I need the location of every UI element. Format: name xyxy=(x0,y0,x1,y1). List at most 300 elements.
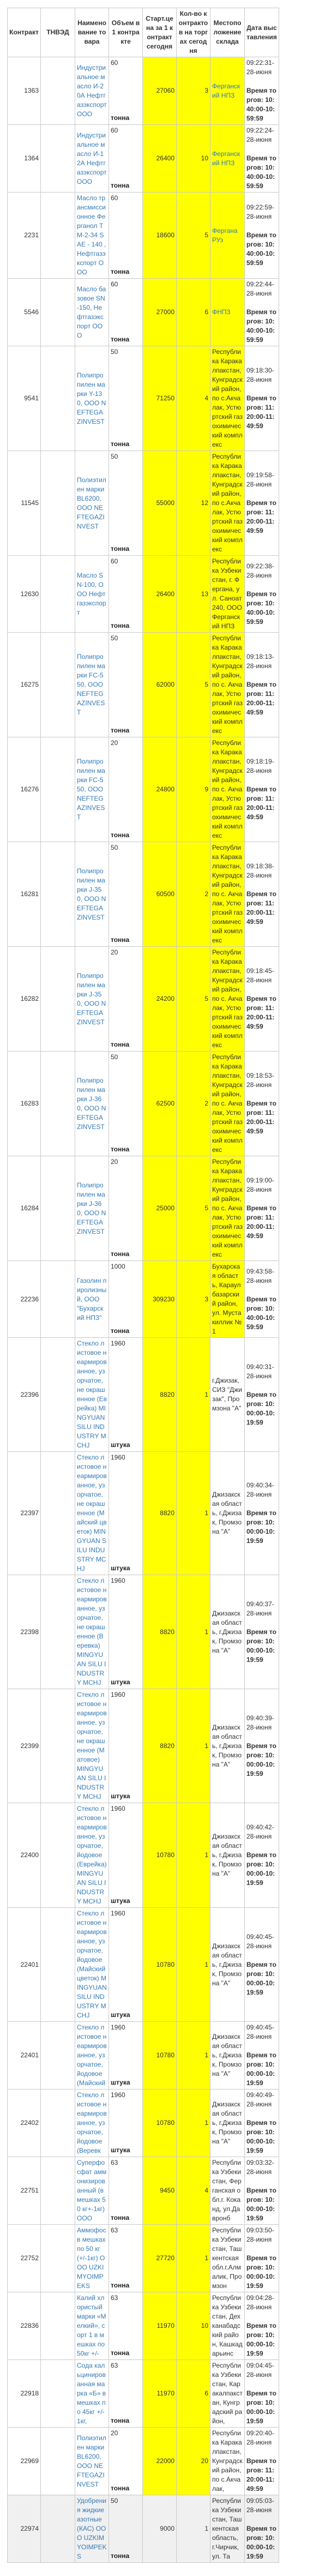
column-header: Контракт xyxy=(8,8,41,57)
product-name-cell xyxy=(75,1156,109,1261)
tnved-cell xyxy=(41,1575,75,1689)
contract-number-cell: 16276 xyxy=(8,737,41,842)
warehouse-location-cell xyxy=(210,2022,245,2089)
warehouse-location-text: Джизакская область, г.Джизак, Промзона "А" xyxy=(212,1609,242,1654)
tnved-cell xyxy=(41,346,75,451)
tnved-cell xyxy=(41,1689,75,1803)
column-header: Старт.цена за 1 контракт сегодня xyxy=(143,8,177,57)
volume-value: 1960 xyxy=(111,2023,125,2031)
tnved-cell xyxy=(41,1156,75,1261)
warehouse-location-text: Джизакская область, г.Джизак, Промзона "А" xyxy=(212,1942,242,1987)
volume-value: 50 xyxy=(111,634,118,642)
product-name-link[interactable]: Масло базовое SN-150, Нефтгазэкспорт ООО xyxy=(77,285,106,339)
contract-number-cell: 22402 xyxy=(8,2089,41,2157)
warehouse-location-cell xyxy=(210,57,245,125)
listing-date-cell xyxy=(245,1689,279,1803)
warehouse-location-cell xyxy=(210,737,245,842)
product-name-link[interactable]: Полипропилен марки Y-130, ООО NEFTEGAZINVEST xyxy=(77,371,106,425)
table-row xyxy=(8,1261,279,1338)
warehouse-location-text: Республика Узбекистан, Дехканабадский район, Кашкадарьинс xyxy=(212,2294,243,2357)
listing-date-cell xyxy=(245,842,279,947)
listing-timestamp: 09:22:38-28-июня xyxy=(246,562,274,579)
listing-timestamp: 09:19:00-28-июня xyxy=(246,1176,274,1193)
table-row xyxy=(8,1156,279,1261)
start-price-cell: 27720 xyxy=(143,2225,177,2292)
product-name-cell xyxy=(75,556,109,633)
trading-time: Время торгов: 11:20:00-11:49:59 xyxy=(246,1204,276,1240)
table-row xyxy=(8,556,279,633)
tnved-cell xyxy=(41,2157,75,2225)
contract-number-cell: 22751 xyxy=(8,2157,41,2225)
listing-date-cell xyxy=(245,1803,279,1908)
contract-number-cell: 5546 xyxy=(8,279,41,346)
column-header: Кол-во контрактов на торгах сегодня xyxy=(177,8,210,57)
listing-timestamp: 09:04:45-28-июня xyxy=(246,2362,274,2379)
listing-timestamp: 09:40:49-28-июня xyxy=(246,2091,274,2108)
tnved-cell xyxy=(41,737,75,842)
volume-unit: тонна xyxy=(111,2281,130,2289)
tnved-cell xyxy=(41,125,75,193)
contract-number-cell: 2231 xyxy=(8,193,41,279)
listing-timestamp: 09:22:31-28-июня xyxy=(246,59,274,76)
volume-value: 20 xyxy=(111,1158,118,1166)
warehouse-location-text: Республика Узбекистан, Ташкентская обл.г.Алмалик, Промзон xyxy=(212,2226,242,2290)
volume-value: 50 xyxy=(111,844,118,851)
contract-number-cell: 16283 xyxy=(8,1052,41,1156)
contracts-count-cell: 1 xyxy=(177,2495,210,2563)
start-price-cell: 25000 xyxy=(143,1156,177,1261)
warehouse-location-cell xyxy=(210,279,245,346)
contracts-count-cell: 5 xyxy=(177,633,210,737)
volume-value: 20 xyxy=(111,948,118,956)
trading-time: Время торгов: 10:40:00-10:59:59 xyxy=(246,590,276,626)
product-name-link[interactable]: Масло SN-100, ООО Нефтгазэкспорт xyxy=(77,571,106,616)
tnved-cell xyxy=(41,2495,75,2563)
contract-number-cell: 22399 xyxy=(8,1689,41,1803)
warehouse-location-cell xyxy=(210,1261,245,1338)
volume-unit: тонна xyxy=(111,622,130,629)
listing-timestamp: 09:18:38-28-июня xyxy=(246,862,274,879)
warehouse-location-text: Бухарская область, Караулбазарский район, ул. Мустакиллик № 1 xyxy=(212,1263,242,1335)
volume-value: 50 xyxy=(111,2497,118,2505)
start-price-cell: 8820 xyxy=(143,1575,177,1689)
trading-time: Время торгов: 11:20:00-11:49:59 xyxy=(246,394,276,430)
volume-cell xyxy=(109,1261,143,1338)
contracts-count-cell: 1 xyxy=(177,2022,210,2089)
product-name-cell xyxy=(75,1052,109,1156)
contracts-table xyxy=(7,8,279,2563)
contracts-count-cell: 4 xyxy=(177,346,210,451)
listing-timestamp: 09:04:28-28-июня xyxy=(246,2294,274,2311)
product-name-link[interactable]: Индустриальное масло И-12А Нефтгазэкспорт ООО xyxy=(77,131,107,185)
listing-date-cell xyxy=(245,2157,279,2225)
volume-cell xyxy=(109,193,143,279)
volume-value: 1960 xyxy=(111,1577,125,1584)
warehouse-location-link[interactable]: Фергана РУз xyxy=(212,226,238,244)
column-header: Местоположение склада xyxy=(210,8,245,57)
tnved-cell xyxy=(41,2022,75,2089)
volume-unit: тонна xyxy=(111,545,130,553)
trading-time: Время торгов: 11:20:00-11:49:59 xyxy=(246,995,276,1030)
product-name-cell xyxy=(75,279,109,346)
volume-cell xyxy=(109,947,143,1052)
listing-date-cell xyxy=(245,279,279,346)
trading-time: Время торгов: 10:00:00-10:19:59 xyxy=(246,2051,276,2087)
contract-number-cell: 16281 xyxy=(8,842,41,947)
start-price-cell: 26400 xyxy=(143,556,177,633)
warehouse-location-text: Республика Каракалпакстан, Кунградский район, по с. Акчалак, Устюртский газохимический комплекс xyxy=(212,634,243,735)
listing-timestamp: 09:22:24-28-июня xyxy=(246,127,274,143)
listing-timestamp: 09:18:53-28-июня xyxy=(246,1072,274,1089)
start-price-cell: 26400 xyxy=(143,125,177,193)
listing-date-cell xyxy=(245,2022,279,2089)
table-row xyxy=(8,2225,279,2292)
product-name-link[interactable]: Стекло листовое неармированное, узорчатое, не окрашенное (Майский цветок) MINGYUAN SILU INDUSTRY MCHJ xyxy=(77,1454,107,1572)
volume-cell xyxy=(109,346,143,451)
volume-value: 1960 xyxy=(111,1691,125,1698)
warehouse-location-cell xyxy=(210,2157,245,2225)
tnved-cell xyxy=(41,451,75,556)
volume-cell xyxy=(109,1338,143,1452)
product-name-link[interactable]: Стекло листовое неармированное, узорчатое, йодовое (Майский xyxy=(77,2023,107,2087)
contract-number-cell: 22396 xyxy=(8,1338,41,1452)
warehouse-location-cell xyxy=(210,2225,245,2292)
listing-timestamp: 09:18:45-28-июня xyxy=(246,967,274,984)
trading-time: Время торгов: 10:00:00-10:19:59 xyxy=(246,2119,276,2154)
product-name-link[interactable]: Полипропилен марки J-360, ООО NEFTEGAZINVEST xyxy=(77,1076,106,1131)
contract-number-cell: 1363 xyxy=(8,57,41,125)
volume-cell xyxy=(109,279,143,346)
start-price-cell: 11970 xyxy=(143,2292,177,2360)
listing-date-cell xyxy=(245,57,279,125)
volume-unit: тонна xyxy=(111,1145,130,1153)
listing-date-cell xyxy=(245,1156,279,1261)
column-header: Наименование товара xyxy=(75,8,109,57)
volume-value: 60 xyxy=(111,194,118,202)
contract-number-cell: 22974 xyxy=(8,2495,41,2563)
volume-cell xyxy=(109,2495,143,2563)
contract-number-cell: 22400 xyxy=(8,1803,41,1908)
listing-timestamp: 09:40:37-28-июня xyxy=(246,1600,274,1617)
tnved-cell xyxy=(41,2225,75,2292)
warehouse-location-cell xyxy=(210,1575,245,1689)
warehouse-location-cell xyxy=(210,125,245,193)
product-name-link[interactable]: Полипропилен марки J-350, ООО NEFTEGAZINVEST xyxy=(77,867,106,921)
warehouse-location-cell xyxy=(210,1908,245,2022)
warehouse-location-cell xyxy=(210,2428,245,2495)
contracts-count-cell: 9 xyxy=(177,737,210,842)
product-name-link[interactable]: Стекло листовое неармированное, узорчатое, йодовое (Еврейка) MINGYUAN SILU INDUSTRY MCHJ xyxy=(77,1805,107,1905)
product-name-link[interactable]: Суперфосфат аммонизированный (в мешках 50 кг+-1кг) ООО xyxy=(77,2159,107,2222)
product-name-link[interactable]: Полипропилен марки J-360, ООО NEFTEGAZINVEST xyxy=(77,1181,106,1235)
contracts-count-cell: 1 xyxy=(177,1452,210,1575)
listing-timestamp: 09:40:45-28-июня xyxy=(246,2023,274,2040)
contracts-count-cell: 1 xyxy=(177,1908,210,2022)
contract-number-cell: 22397 xyxy=(8,1452,41,1575)
table-row xyxy=(8,1689,279,1803)
tnved-cell xyxy=(41,1261,75,1338)
warehouse-location-text: Республика Узбекистан, Каракалпакстан, Кунградский район, xyxy=(212,2362,243,2425)
product-name-cell xyxy=(75,2292,109,2360)
tnved-cell xyxy=(41,1052,75,1156)
trading-time: Время торгов: 10:00:00-10:19:59 xyxy=(246,2525,276,2560)
warehouse-location-text: Республика Каракалпакстан, Кунградский район, по с. Акчалак, Устюртский газохимический комплекс xyxy=(212,948,243,1049)
table-row xyxy=(8,1338,279,1452)
volume-unit: тонна xyxy=(111,2349,130,2357)
tnved-cell xyxy=(41,1803,75,1908)
table-row xyxy=(8,279,279,346)
product-name-link[interactable]: Газолин пиролизный, ООО "Бухарский НПЗ" xyxy=(77,1276,107,1322)
volume-value: 63 xyxy=(111,2362,118,2369)
trading-time: Время торгов: 10:40:00-10:59:59 xyxy=(246,87,276,122)
contracts-count-cell: 1 xyxy=(177,1689,210,1803)
trading-time: Время торгов: 10:00:00-10:19:59 xyxy=(246,1742,276,1778)
product-name-link[interactable]: Полиэтилен марки BL6200, ООО NEFTEGAZINVEST xyxy=(77,476,106,530)
trading-time: Время торгов: 10:00:00-10:19:59 xyxy=(246,1390,276,1426)
volume-value: 50 xyxy=(111,1053,118,1061)
product-name-link[interactable]: Удобрения жидкие азотные (КАС) ООО UZKIMYOIMPEKS xyxy=(77,2497,107,2560)
warehouse-location-text: Джизакская область, г.Джизак, Промзона "А" xyxy=(212,2100,242,2145)
volume-unit: тонна xyxy=(111,114,130,122)
table-row xyxy=(8,1052,279,1156)
warehouse-location-text: Республика Каракалпакстан, Кунградский район, по с.Акчалак, Устюртский газохимический комплекс xyxy=(212,453,243,553)
listing-date-cell xyxy=(245,2292,279,2360)
volume-value: 63 xyxy=(111,2159,118,2166)
contracts-count-cell: 2 xyxy=(177,1052,210,1156)
contracts-count-cell: 1 xyxy=(177,2089,210,2157)
start-price-cell: 10780 xyxy=(143,2089,177,2157)
start-price-cell: 11970 xyxy=(143,2360,177,2428)
product-name-cell xyxy=(75,1803,109,1908)
product-name-link[interactable]: Стекло листовое неармированное, узорчатое, йодовое (Майский цветок) MINGYUAN SILU INDUSTRY MCHJ xyxy=(77,1910,107,2019)
warehouse-location-cell xyxy=(210,1338,245,1452)
warehouse-location-text: Республика Каракалпакстан, Кунградский район, по с.Акчалак, xyxy=(212,2429,243,2493)
contract-number-cell: 22752 xyxy=(8,2225,41,2292)
product-name-link[interactable]: Стекло листовое неармированное, узорчатое, не окрашенное (Еврейка) MINGYUAN SILU INDUSTRY MCHJ xyxy=(77,1340,107,1449)
listing-timestamp: 09:03:32-28-июня xyxy=(246,2159,274,2176)
product-name-cell xyxy=(75,842,109,947)
table-row xyxy=(8,633,279,737)
contracts-count-cell: 1 xyxy=(177,2225,210,2292)
volume-value: 1960 xyxy=(111,1910,125,1917)
product-name-cell xyxy=(75,737,109,842)
start-price-cell: 22000 xyxy=(143,2428,177,2495)
listing-timestamp: 09:43:58-28-июня xyxy=(246,1267,274,1284)
start-price-cell: 55000 xyxy=(143,451,177,556)
volume-cell xyxy=(109,2292,143,2360)
volume-value: 1960 xyxy=(111,2091,125,2099)
listing-date-cell xyxy=(245,737,279,842)
tnved-cell xyxy=(41,842,75,947)
column-header: Объем в 1 контракте xyxy=(109,8,143,57)
volume-cell xyxy=(109,1156,143,1261)
product-name-cell xyxy=(75,2157,109,2225)
volume-cell xyxy=(109,1803,143,1908)
trading-time: Время торгов: 10:00:00-10:19:59 xyxy=(246,1960,276,1996)
volume-cell xyxy=(109,2022,143,2089)
product-name-cell xyxy=(75,346,109,451)
table-row xyxy=(8,346,279,451)
volume-cell xyxy=(109,1908,143,2022)
contract-number-cell: 22401 xyxy=(8,1908,41,2022)
warehouse-location-cell xyxy=(210,1689,245,1803)
product-name-link[interactable]: Полипропилен марки FC-550, ООО NEFTEGAZINVEST xyxy=(77,653,105,716)
contracts-count-cell: 10 xyxy=(177,2292,210,2360)
contracts-count-cell: 5 xyxy=(177,1156,210,1261)
volume-cell xyxy=(109,2225,143,2292)
listing-timestamp: 09:19:58-28-июня xyxy=(246,471,274,488)
warehouse-location-link[interactable]: Ферганский НПЗ xyxy=(212,82,240,99)
warehouse-location-cell xyxy=(210,1156,245,1261)
tnved-cell xyxy=(41,279,75,346)
tnved-cell xyxy=(41,193,75,279)
product-name-link[interactable]: Полипропилен марки J-350, ООО NEFTEGAZINVEST xyxy=(77,971,106,1026)
start-price-cell: 62000 xyxy=(143,633,177,737)
volume-unit: штука xyxy=(111,1792,130,1800)
warehouse-location-text: Республика Узбекистан, Ферганская обл.г. Коканд, ул.Давронб xyxy=(212,2159,242,2222)
volume-cell xyxy=(109,633,143,737)
contracts-count-cell: 1 xyxy=(177,1803,210,1908)
start-price-cell: 24800 xyxy=(143,737,177,842)
start-price-cell: 60500 xyxy=(143,842,177,947)
table-row xyxy=(8,2089,279,2157)
product-name-cell xyxy=(75,1575,109,1689)
volume-value: 1960 xyxy=(111,1340,125,1347)
volume-value: 60 xyxy=(111,59,118,67)
volume-unit: штука xyxy=(111,2079,130,2086)
table-row xyxy=(8,2428,279,2495)
trading-time: Время торгов: 11:20:00-11:49:59 xyxy=(246,785,276,821)
table-row xyxy=(8,737,279,842)
volume-value: 20 xyxy=(111,2429,118,2437)
warehouse-location-cell xyxy=(210,451,245,556)
table-row xyxy=(8,1908,279,2022)
contracts-count-cell: 3 xyxy=(177,57,210,125)
trading-time: Время торгов: 11:20:00-11:49:59 xyxy=(246,890,276,926)
warehouse-location-text: Республика Узбекистан, Ташкентская область, г.Чирчик, ул. Та xyxy=(212,2497,242,2560)
product-name-cell xyxy=(75,1689,109,1803)
volume-unit: тонна xyxy=(111,2552,130,2560)
volume-unit: тонна xyxy=(111,268,130,275)
start-price-cell: 309230 xyxy=(143,1261,177,1338)
product-name-link[interactable]: Стекло листовое неармированное, узорчатое, йодовое (Веревк xyxy=(77,2091,107,2154)
warehouse-location-cell xyxy=(210,346,245,451)
volume-cell xyxy=(109,737,143,842)
product-name-link[interactable]: Сода кальцинированная марка «Б» в мешках по 45кг +/- 1кг, xyxy=(77,2362,106,2425)
start-price-cell: 27060 xyxy=(143,57,177,125)
trading-time: Время торгов: 11:20:00-11:49:59 xyxy=(246,2457,276,2493)
product-name-link[interactable]: Полипропилен марки FC-550, ООО NEFTEGAZINVEST xyxy=(77,758,105,821)
listing-timestamp: 09:40:42-28-июня xyxy=(246,1823,274,1840)
warehouse-location-cell xyxy=(210,842,245,947)
warehouse-location-link[interactable]: ФНПЗ xyxy=(212,308,231,316)
volume-cell xyxy=(109,2157,143,2225)
listing-timestamp: 09:20:40-28-июня xyxy=(246,2429,274,2446)
start-price-cell: 8820 xyxy=(143,1689,177,1803)
warehouse-location-cell xyxy=(210,633,245,737)
warehouse-location-cell xyxy=(210,2360,245,2428)
product-name-cell xyxy=(75,947,109,1052)
contracts-count-cell: 13 xyxy=(177,556,210,633)
volume-value: 20 xyxy=(111,739,118,747)
trading-time: Время торгов: 10:40:00-10:59:59 xyxy=(246,1295,276,1331)
start-price-cell: 10780 xyxy=(143,2022,177,2089)
volume-value: 60 xyxy=(111,127,118,134)
listing-date-cell xyxy=(245,2360,279,2428)
listing-date-cell xyxy=(245,2089,279,2157)
start-price-cell: 18600 xyxy=(143,193,177,279)
table-row xyxy=(8,57,279,125)
volume-unit: тонна xyxy=(111,182,130,189)
product-name-cell xyxy=(75,2495,109,2563)
contract-number-cell: 9541 xyxy=(8,346,41,451)
table-row xyxy=(8,842,279,947)
volume-cell xyxy=(109,842,143,947)
tnved-cell xyxy=(41,633,75,737)
contracts-count-cell: 1 xyxy=(177,1575,210,1689)
volume-value: 50 xyxy=(111,453,118,460)
trading-time: Время торгов: 10:00:00-10:19:59 xyxy=(246,1851,276,1887)
product-name-cell xyxy=(75,1338,109,1452)
start-price-cell: 24200 xyxy=(143,947,177,1052)
volume-value: 60 xyxy=(111,557,118,565)
warehouse-location-text: Республика Каракалпакстан, Кунградский район, по с. Акчалак, Устюртский газохимический комплекс xyxy=(212,1053,243,1154)
contract-number-cell: 22918 xyxy=(8,2360,41,2428)
contracts-count-cell: 5 xyxy=(177,193,210,279)
listing-date-cell xyxy=(245,1575,279,1689)
volume-unit: тонна xyxy=(111,1041,130,1048)
product-name-link[interactable]: Полиэтилен марки BL6200, ООО NEFTEGAZINVEST xyxy=(77,2434,106,2488)
product-name-cell xyxy=(75,451,109,556)
product-name-link[interactable]: Индустриальное масло И-20А Нефтгазэкспорт ООО xyxy=(77,63,107,118)
contracts-count-cell: 4 xyxy=(177,2157,210,2225)
contract-number-cell: 16275 xyxy=(8,633,41,737)
tnved-cell xyxy=(41,2089,75,2157)
listing-timestamp: 09:03:50-28-июня xyxy=(246,2226,274,2243)
listing-date-cell xyxy=(245,451,279,556)
product-name-cell xyxy=(75,193,109,279)
volume-value: 60 xyxy=(111,280,118,288)
product-name-link[interactable]: Калий хлористый марки «Мелкий», сорт 1 в мешках по 50кг +/- xyxy=(77,2294,106,2357)
contracts-count-cell: 10 xyxy=(177,125,210,193)
listing-date-cell xyxy=(245,2495,279,2563)
listing-timestamp: 09:05:03-28-июня xyxy=(246,2497,274,2514)
product-name-link[interactable]: Аммофос в мешках по 50 кг(+/-1кг) ООО UZKIMYOIMPEKS xyxy=(77,2226,106,2290)
warehouse-location-link[interactable]: Ферганский НПЗ xyxy=(212,149,240,167)
volume-value: 1960 xyxy=(111,1805,125,1812)
trading-time: Время торгов: 10:00:00-10:19:59 xyxy=(246,2322,276,2357)
tnved-cell xyxy=(41,1338,75,1452)
contracts-count-cell: 20 xyxy=(177,2428,210,2495)
warehouse-location-text: Республика Каракалпакстан, Кунградский район, по с. Акчалак, Устюртский газохимический комплекс xyxy=(212,844,243,944)
warehouse-location-cell xyxy=(210,947,245,1052)
listing-timestamp: 09:18:30-28-июня xyxy=(246,367,274,383)
tnved-cell xyxy=(41,2292,75,2360)
warehouse-location-text: Джизакская область, г.Джизак, Промзона "А" xyxy=(212,1833,242,1877)
volume-unit: штука xyxy=(111,1564,130,1572)
tnved-cell xyxy=(41,1908,75,2022)
product-name-cell xyxy=(75,1908,109,2022)
contracts-count-cell: 12 xyxy=(177,451,210,556)
table-row xyxy=(8,2495,279,2563)
product-name-link[interactable]: Стекло листовое неармированное, узорчатое, не окрашенное (Веревка) MINGYUAN SILU INDUSTRY MCHJ xyxy=(77,1577,107,1686)
volume-unit: штука xyxy=(111,2146,130,2154)
product-name-link[interactable]: Масло трансмиссионное Ферганол ТМ-2-34 SAE - 140 , Нефтгазэкспорт ООО xyxy=(77,194,106,276)
product-name-link[interactable]: Стекло листовое неармированное, узорчатое, не окрашенное (Матовое) MINGYUAN SILU INDUSTRY MCHJ xyxy=(77,1691,107,1800)
tnved-cell xyxy=(41,556,75,633)
listing-timestamp: 09:40:39-28-июня xyxy=(246,1714,274,1731)
tnved-cell xyxy=(41,57,75,125)
